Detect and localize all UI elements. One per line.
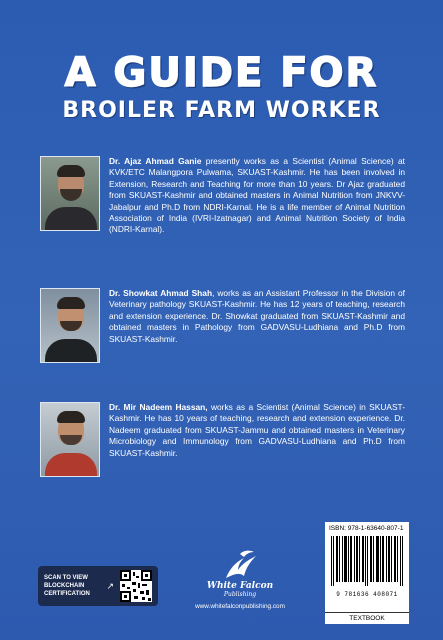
publisher-url[interactable]: www.whitefalconpublishing.com [195,603,285,610]
barcode-icon [329,536,405,598]
book-type-label: TEXTBOOK [325,612,409,624]
author-description-1: presently works as a Scientist (Animal Science) at KVK/ETC Malangpora Pulwama, SKUAST-Kashmir. He has been involved in Extension, Research and Teaching for more than 10 years. Dr Ajaz graduated from SKUAST-Kashmir and obtained masters in Animal Nutrition from JNKVV-Jabalpur and Ph.D from NDRI-Karnal. He is a life member of Animal Nutrition Association of India (IVRI-Izatnagar) and Animal Nutrition Society of India (NDRI-Karnal). [109,156,405,235]
blockchain-label: SCAN TO VIEW BLOCKCHAIN CERTIFICATION [44,575,90,597]
qr-code-icon[interactable] [120,570,152,602]
isbn-barcode-box [325,522,409,612]
author-description-2: , works as an Assistant Professor in the Division of Veterinary pathology SKUAST-Kashmir. He has 12 years of teaching, research and extension experience. Dr. Showkat graduated from SKUAST-Kashmir and obtained masters in Pathology from GADVASU-Ludhiana and Ph.D from SKUAST-Kashmir. [109,288,405,344]
author-bio-text-3 [109,402,405,477]
isbn-label: ISBN: 978-1-63640-807-1 [329,525,404,532]
title-main: A GUIDE FOR [64,50,379,96]
arrow-right-icon: ↗ [106,580,114,591]
publisher-logo [185,548,295,598]
author-bio-2 [40,288,405,363]
falcon-icon [220,548,260,582]
author-bio-1 [40,156,405,236]
blockchain-certification-badge[interactable] [38,566,158,606]
author-bio-text-2 [109,288,405,363]
barcode-digits: 9 781636 408071 [336,591,398,598]
author-photo-3 [40,402,100,477]
author-name-3: Dr. Mir Nadeem Hassan, [109,402,208,412]
publisher-sub: Publishing [223,591,257,598]
author-bio-3 [40,402,405,477]
title-subtitle: BROILER FARM WORKER [62,98,381,123]
author-name-1: Dr. Ajaz Ahmad Ganie [109,156,202,166]
author-photo-1 [40,156,100,231]
author-bio-text-1 [109,156,405,236]
publisher-name: White Falcon [206,581,274,591]
author-description-3: works as a Scientist (Animal Science) in SKUAST-Kashmir. He has 10 years of teaching, research and extension experience. Dr. Nadeem graduated from SKUAST-Jammu and obtained masters in Veterinary Microbiology and Immunology from GADVASU-Ludhiana and Ph.D from SKUAST-Kashmir. [109,402,406,458]
author-name-2: Dr. Showkat Ahmad Shah [109,288,213,298]
author-photo-2 [40,288,100,363]
